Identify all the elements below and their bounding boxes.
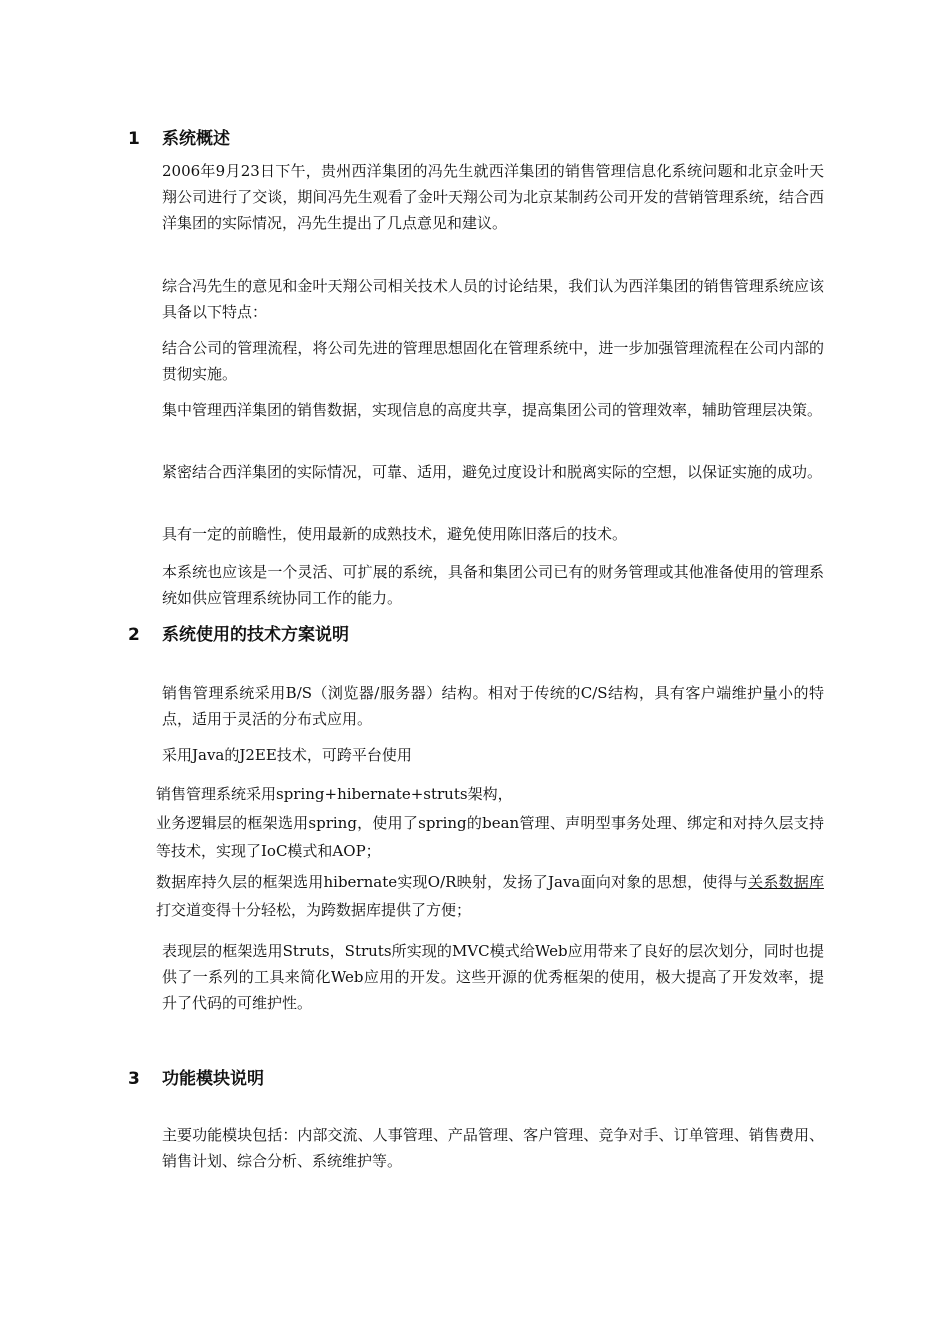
section-title: 功能模块说明 xyxy=(162,1069,264,1089)
paragraph-text: 打交道变得十分轻松，为跨数据库提供了方便； xyxy=(156,901,472,919)
section-number: 1 xyxy=(128,129,140,149)
paragraph: 本系统也应该是一个灵活、可扩展的系统，具备和集团公司已有的财务管理或其他准备使用的管理系统如供应管理系统协同工作的能力。 xyxy=(162,563,824,607)
paragraph: 紧密结合西洋集团的实际情况，可靠、适用，避免过度设计和脱离实际的空想，以保证实施的成功。 xyxy=(162,463,823,481)
paragraph: 结合公司的管理流程，将公司先进的管理思想固化在管理系统中，进一步加强管理流程在公司内部的贯彻实施。 xyxy=(162,339,824,383)
paragraph: 表现层的框架选用Struts，Struts所实现的MVC模式给Web应用带来了良好的层次划分，同时也提供了一系列的工具来简化Web应用的开发。这些开源的优秀框架的使用，极大提高了开发效率，提升了代码的可维护性。 xyxy=(162,942,824,1012)
paragraph: 具有一定的前瞻性，使用最新的成熟技术，避免使用陈旧落后的技术。 xyxy=(162,525,628,543)
section-number: 3 xyxy=(128,1069,140,1089)
paragraph-text: 数据库持久层的框架选用hibernate实现O/R映射，发扬了Java面向对象的思想，使得与 xyxy=(156,873,749,891)
paragraph: 销售管理系统采用B/S（浏览器/服务器）结构。相对于传统的C/S结构，具有客户端维护量小的特点，适用于灵活的分布式应用。 xyxy=(162,684,824,728)
section-number: 2 xyxy=(128,625,140,645)
section-heading-3 xyxy=(128,1068,264,1090)
relational-database-link[interactable]: 关系数据库 xyxy=(748,873,824,891)
paragraph xyxy=(156,868,824,924)
section-title: 系统概述 xyxy=(162,129,230,149)
paragraph: 销售管理系统采用spring+hibernate+struts架构， xyxy=(156,785,513,803)
paragraph: 主要功能模块包括：内部交流、人事管理、产品管理、客户管理、竞争对手、订单管理、销售费用、销售计划、综合分析、系统维护等。 xyxy=(162,1126,824,1170)
paragraph: 2006年9月23日下午，贵州西洋集团的冯先生就西洋集团的销售管理信息化系统问题和北京金叶天翔公司进行了交谈，期间冯先生观看了金叶天翔公司为北京某制药公司开发的营销管理系统，结合西洋集团的实际情况，冯先生提出了几点意见和建议。 xyxy=(162,162,824,232)
paragraph: 业务逻辑层的框架选用spring，使用了spring的bean管理、声明型事务处理、绑定和对持久层支持等技术，实现了IoC模式和AOP； xyxy=(156,814,824,860)
paragraph: 集中管理西洋集团的销售数据，实现信息的高度共享，提高集团公司的管理效率，辅助管理层决策。 xyxy=(162,401,823,419)
section-title: 系统使用的技术方案说明 xyxy=(162,625,349,645)
section-heading-2 xyxy=(128,624,349,646)
paragraph: 采用Java的J2EE技术，可跨平台使用 xyxy=(162,746,412,764)
section-heading-1 xyxy=(128,128,230,150)
paragraph: 综合冯先生的意见和金叶天翔公司相关技术人员的讨论结果，我们认为西洋集团的销售管理系统应该具备以下特点： xyxy=(162,277,824,321)
